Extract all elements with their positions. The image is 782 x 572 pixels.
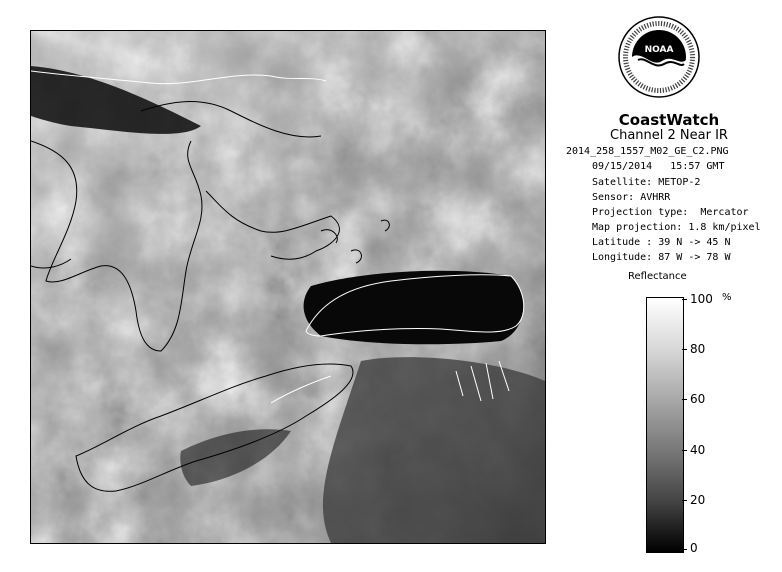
noaa-emblem xyxy=(618,16,700,98)
meta-projection-type: Projection type: Mercator xyxy=(592,207,749,218)
meta-longitude: Longitude: 87 W -> 78 W xyxy=(592,252,731,263)
legend-tick-label: 40 xyxy=(690,443,706,457)
legend-title: Reflectance xyxy=(628,271,687,282)
legend-tick xyxy=(682,349,687,350)
legend-tick-label: 0 xyxy=(690,541,698,555)
clear-area-southeast xyxy=(323,357,545,543)
meta-sensor: Sensor: AVHRR xyxy=(592,192,671,203)
noaa-logo xyxy=(618,16,700,98)
satellite-image xyxy=(30,30,546,544)
meta-latitude: Latitude : 39 N -> 45 N xyxy=(592,237,731,248)
channel-label: Channel 2 Near IR xyxy=(610,128,728,143)
legend-tick-label: 20 xyxy=(690,493,706,507)
legend-unit: % xyxy=(722,292,732,303)
meta-map-projection: Map projection: 1.8 km/pixel xyxy=(592,222,761,233)
image-date: 09/15/2014 xyxy=(592,161,653,172)
legend-tick-label: 60 xyxy=(690,392,706,406)
legend-tick-label: 100 xyxy=(690,292,713,306)
legend-tick xyxy=(682,399,687,400)
image-time: 15:57 GMT xyxy=(670,161,725,172)
legend-tick xyxy=(682,299,687,300)
legend-tick xyxy=(682,549,687,550)
meta-satellite: Satellite: METOP-2 xyxy=(592,177,701,188)
image-datetime xyxy=(592,161,724,172)
reflectance-color-bar xyxy=(646,297,684,553)
title-block xyxy=(558,112,780,144)
image-filename: 2014_258_1557_M02_GE_C2.PNG xyxy=(566,146,729,157)
legend-tick xyxy=(682,450,687,451)
noaa-logo-text: NOAA xyxy=(644,45,674,55)
legend-tick xyxy=(682,500,687,501)
satellite-map xyxy=(31,31,545,543)
brand-title: CoastWatch xyxy=(618,111,720,129)
legend-tick-label: 80 xyxy=(690,342,706,356)
